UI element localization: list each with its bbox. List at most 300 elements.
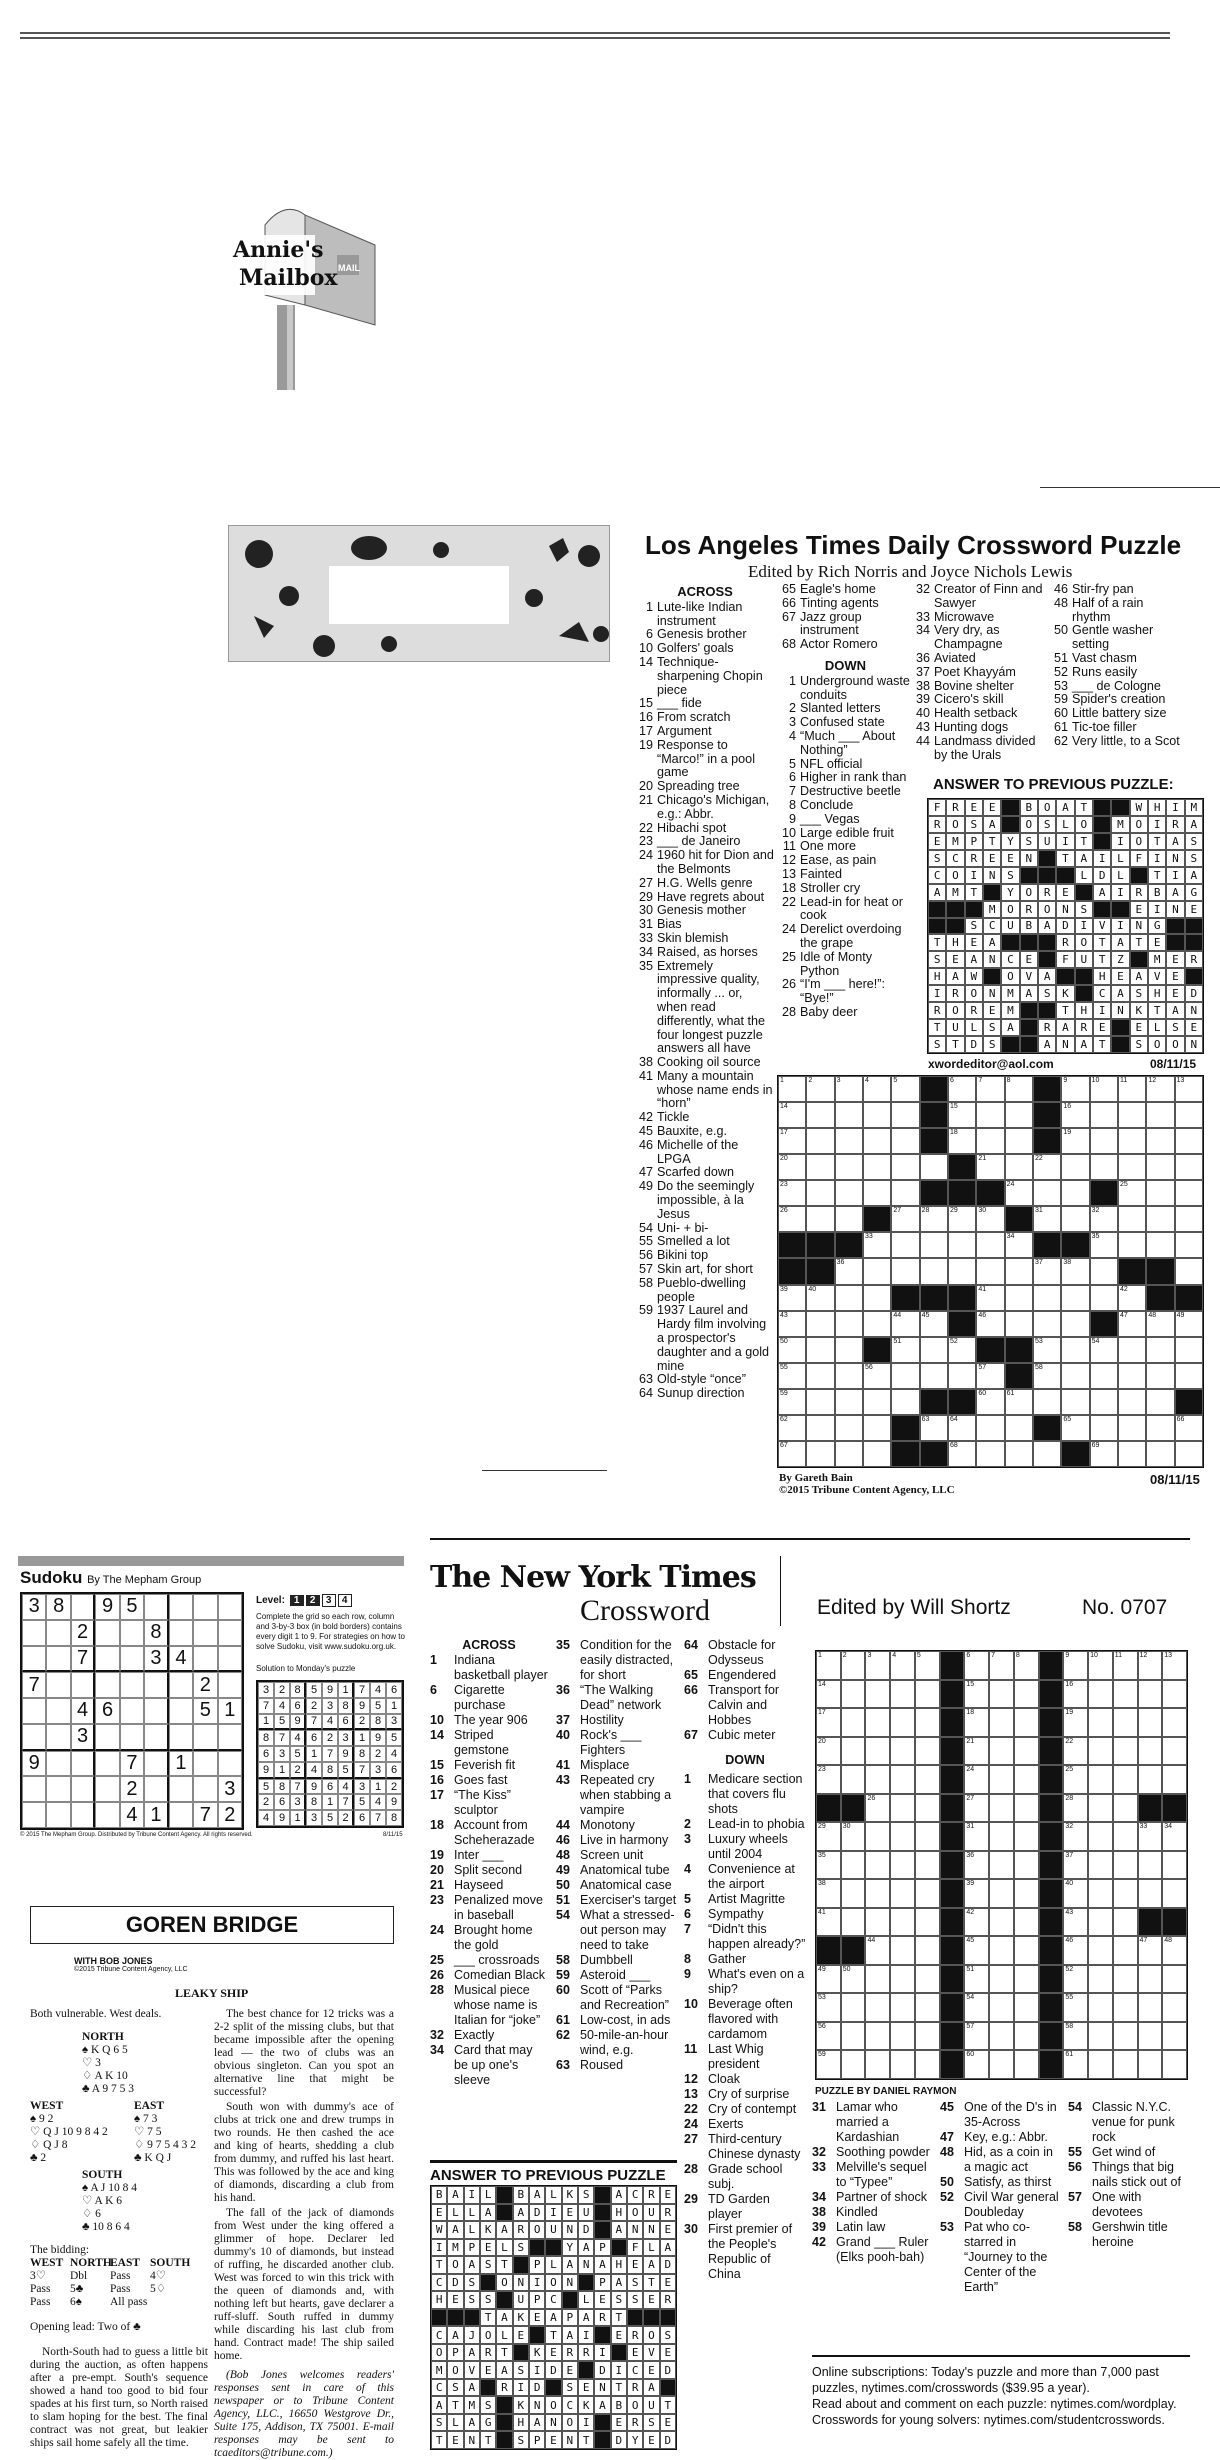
grid-cell[interactable] bbox=[806, 1311, 834, 1337]
grid-cell[interactable] bbox=[964, 1822, 989, 1851]
sudoku-cell[interactable] bbox=[95, 1620, 119, 1646]
sudoku-cell[interactable]: 9 bbox=[22, 1751, 46, 1777]
grid-cell[interactable] bbox=[890, 2022, 915, 2051]
grid-cell[interactable] bbox=[1146, 1415, 1174, 1441]
grid-cell[interactable] bbox=[1061, 1415, 1089, 1441]
grid-cell[interactable] bbox=[863, 1285, 891, 1311]
grid-cell[interactable] bbox=[1146, 1232, 1174, 1258]
sudoku-cell[interactable] bbox=[193, 1751, 217, 1777]
sudoku-cell[interactable]: 4 bbox=[120, 1802, 144, 1828]
grid-cell[interactable] bbox=[1113, 1965, 1138, 1994]
sudoku-cell[interactable]: 2 bbox=[218, 1802, 242, 1828]
grid-cell[interactable] bbox=[1138, 1851, 1163, 1880]
sudoku-cell[interactable]: 7 bbox=[193, 1802, 217, 1828]
sudoku-cell[interactable] bbox=[193, 1646, 217, 1673]
grid-cell[interactable] bbox=[1113, 2050, 1138, 2079]
grid-cell[interactable] bbox=[891, 1337, 919, 1363]
grid-cell[interactable] bbox=[1063, 1822, 1088, 1851]
grid-cell[interactable] bbox=[1063, 1651, 1088, 1680]
grid-cell[interactable] bbox=[1033, 1311, 1061, 1337]
grid-cell[interactable] bbox=[976, 1285, 1004, 1311]
grid-cell[interactable] bbox=[1138, 1737, 1163, 1766]
grid-cell[interactable] bbox=[1162, 1651, 1187, 1680]
sudoku-cell[interactable] bbox=[22, 1620, 46, 1646]
sudoku-cell[interactable] bbox=[120, 1620, 144, 1646]
grid-cell[interactable] bbox=[1138, 1651, 1163, 1680]
grid-cell[interactable] bbox=[915, 1737, 940, 1766]
grid-cell[interactable] bbox=[1118, 1363, 1146, 1389]
sudoku-cell[interactable] bbox=[95, 1672, 119, 1698]
grid-cell[interactable] bbox=[1088, 1965, 1113, 1994]
grid-cell[interactable] bbox=[1014, 1936, 1039, 1965]
grid-cell[interactable] bbox=[1113, 1851, 1138, 1880]
grid-cell[interactable] bbox=[891, 1180, 919, 1206]
grid-cell[interactable] bbox=[835, 1363, 863, 1389]
grid-cell[interactable] bbox=[989, 1794, 1014, 1823]
sudoku-cell[interactable] bbox=[193, 1594, 217, 1620]
grid-cell[interactable] bbox=[1118, 1285, 1146, 1311]
grid-cell[interactable] bbox=[890, 1822, 915, 1851]
grid-cell[interactable] bbox=[835, 1206, 863, 1232]
grid-cell[interactable] bbox=[1118, 1415, 1146, 1441]
sudoku-cell[interactable] bbox=[22, 1646, 46, 1673]
grid-cell[interactable] bbox=[1090, 1128, 1118, 1154]
sudoku-cell[interactable] bbox=[71, 1751, 95, 1777]
grid-cell[interactable] bbox=[1146, 1128, 1174, 1154]
grid-cell[interactable] bbox=[976, 1206, 1004, 1232]
grid-cell[interactable] bbox=[1005, 1154, 1033, 1180]
sudoku-cell[interactable] bbox=[46, 1672, 70, 1698]
grid-cell[interactable] bbox=[976, 1311, 1004, 1337]
grid-cell[interactable] bbox=[890, 1993, 915, 2022]
grid-cell[interactable] bbox=[964, 1737, 989, 1766]
sudoku-cell[interactable]: 7 bbox=[71, 1646, 95, 1673]
grid-cell[interactable] bbox=[1146, 1154, 1174, 1180]
sudoku-cell[interactable] bbox=[169, 1672, 193, 1698]
grid-cell[interactable] bbox=[1118, 1232, 1146, 1258]
grid-cell[interactable] bbox=[863, 1232, 891, 1258]
grid-cell[interactable] bbox=[1138, 1936, 1163, 1965]
grid-cell[interactable] bbox=[1118, 1337, 1146, 1363]
sudoku-cell[interactable] bbox=[144, 1751, 168, 1777]
sudoku-cell[interactable]: 7 bbox=[120, 1751, 144, 1777]
grid-cell[interactable] bbox=[1014, 1993, 1039, 2022]
grid-cell[interactable] bbox=[976, 1441, 1004, 1467]
sudoku-cell[interactable] bbox=[218, 1646, 242, 1673]
grid-cell[interactable] bbox=[1033, 1363, 1061, 1389]
grid-cell[interactable] bbox=[1138, 1708, 1163, 1737]
grid-cell[interactable] bbox=[1088, 1908, 1113, 1937]
grid-cell[interactable] bbox=[1061, 1389, 1089, 1415]
sudoku-cell[interactable]: 8 bbox=[46, 1594, 70, 1620]
grid-cell[interactable] bbox=[890, 1879, 915, 1908]
grid-cell[interactable] bbox=[841, 2022, 866, 2051]
grid-cell[interactable] bbox=[835, 1076, 863, 1102]
grid-cell[interactable] bbox=[964, 1965, 989, 1994]
grid-cell[interactable] bbox=[891, 1363, 919, 1389]
grid-cell[interactable] bbox=[1162, 1851, 1187, 1880]
grid-cell[interactable] bbox=[989, 1879, 1014, 1908]
grid-cell[interactable] bbox=[1138, 1680, 1163, 1709]
sudoku-cell[interactable]: 2 bbox=[120, 1776, 144, 1802]
grid-cell[interactable] bbox=[1063, 1765, 1088, 1794]
grid-cell[interactable] bbox=[1162, 2050, 1187, 2079]
grid-cell[interactable] bbox=[1162, 1737, 1187, 1766]
grid-cell[interactable] bbox=[1088, 1794, 1113, 1823]
grid-cell[interactable] bbox=[1033, 1154, 1061, 1180]
sudoku-cell[interactable]: 2 bbox=[193, 1672, 217, 1698]
grid-cell[interactable] bbox=[976, 1102, 1004, 1128]
grid-cell[interactable] bbox=[865, 1680, 890, 1709]
sudoku-cell[interactable] bbox=[144, 1776, 168, 1802]
grid-cell[interactable] bbox=[863, 1389, 891, 1415]
grid-cell[interactable] bbox=[863, 1102, 891, 1128]
grid-cell[interactable] bbox=[835, 1311, 863, 1337]
grid-cell[interactable] bbox=[1005, 1128, 1033, 1154]
grid-cell[interactable] bbox=[1061, 1206, 1089, 1232]
grid-cell[interactable] bbox=[863, 1128, 891, 1154]
grid-cell[interactable] bbox=[1113, 1765, 1138, 1794]
grid-cell[interactable] bbox=[806, 1128, 834, 1154]
grid-cell[interactable] bbox=[976, 1258, 1004, 1284]
grid-cell[interactable] bbox=[1113, 1651, 1138, 1680]
sudoku-cell[interactable]: 3 bbox=[71, 1724, 95, 1751]
grid-cell[interactable] bbox=[806, 1337, 834, 1363]
grid-cell[interactable] bbox=[1162, 1765, 1187, 1794]
sudoku-cell[interactable] bbox=[95, 1724, 119, 1751]
grid-cell[interactable] bbox=[778, 1441, 806, 1467]
grid-cell[interactable] bbox=[1162, 1936, 1187, 1965]
grid-cell[interactable] bbox=[863, 1258, 891, 1284]
grid-cell[interactable] bbox=[1088, 1765, 1113, 1794]
sudoku-cell[interactable] bbox=[144, 1672, 168, 1698]
grid-cell[interactable] bbox=[891, 1206, 919, 1232]
grid-cell[interactable] bbox=[841, 1879, 866, 1908]
sudoku-cell[interactable]: 7 bbox=[22, 1672, 46, 1698]
sudoku-cell[interactable] bbox=[120, 1724, 144, 1751]
grid-cell[interactable] bbox=[1061, 1337, 1089, 1363]
grid-cell[interactable] bbox=[890, 1851, 915, 1880]
grid-cell[interactable] bbox=[989, 1765, 1014, 1794]
grid-cell[interactable] bbox=[816, 1965, 841, 1994]
grid-cell[interactable] bbox=[1014, 1822, 1039, 1851]
grid-cell[interactable] bbox=[816, 1993, 841, 2022]
grid-cell[interactable] bbox=[890, 2050, 915, 2079]
grid-cell[interactable] bbox=[835, 1441, 863, 1467]
grid-cell[interactable] bbox=[1005, 1285, 1033, 1311]
grid-cell[interactable] bbox=[865, 1708, 890, 1737]
sudoku-cell[interactable] bbox=[218, 1594, 242, 1620]
grid-cell[interactable] bbox=[1146, 1076, 1174, 1102]
nyt-puzzle-grid[interactable] bbox=[815, 1650, 1188, 2080]
grid-cell[interactable] bbox=[964, 2050, 989, 2079]
grid-cell[interactable] bbox=[1088, 1737, 1113, 1766]
sudoku-cell[interactable] bbox=[71, 1672, 95, 1698]
sudoku-cell[interactable] bbox=[22, 1724, 46, 1751]
grid-cell[interactable] bbox=[863, 1154, 891, 1180]
grid-cell[interactable] bbox=[841, 1708, 866, 1737]
grid-cell[interactable] bbox=[1175, 1232, 1203, 1258]
grid-cell[interactable] bbox=[1113, 1993, 1138, 2022]
grid-cell[interactable] bbox=[1090, 1363, 1118, 1389]
grid-cell[interactable] bbox=[1175, 1102, 1203, 1128]
grid-cell[interactable] bbox=[778, 1337, 806, 1363]
grid-cell[interactable] bbox=[841, 1651, 866, 1680]
grid-cell[interactable] bbox=[1113, 1794, 1138, 1823]
grid-cell[interactable] bbox=[1033, 1441, 1061, 1467]
grid-cell[interactable] bbox=[1061, 1076, 1089, 1102]
grid-cell[interactable] bbox=[964, 1879, 989, 1908]
grid-cell[interactable] bbox=[806, 1180, 834, 1206]
grid-cell[interactable] bbox=[1061, 1258, 1089, 1284]
sudoku-cell[interactable] bbox=[22, 1776, 46, 1802]
grid-cell[interactable] bbox=[1033, 1258, 1061, 1284]
grid-cell[interactable] bbox=[1090, 1154, 1118, 1180]
grid-cell[interactable] bbox=[806, 1441, 834, 1467]
sudoku-cell[interactable]: 9 bbox=[95, 1594, 119, 1620]
grid-cell[interactable] bbox=[964, 1651, 989, 1680]
grid-cell[interactable] bbox=[835, 1415, 863, 1441]
grid-cell[interactable] bbox=[1090, 1415, 1118, 1441]
grid-cell[interactable] bbox=[915, 2050, 940, 2079]
grid-cell[interactable] bbox=[1005, 1311, 1033, 1337]
grid-cell[interactable] bbox=[835, 1128, 863, 1154]
grid-cell[interactable] bbox=[1005, 1076, 1033, 1102]
sudoku-cell[interactable] bbox=[46, 1698, 70, 1724]
grid-cell[interactable] bbox=[778, 1128, 806, 1154]
grid-cell[interactable] bbox=[948, 1337, 976, 1363]
grid-cell[interactable] bbox=[1014, 1651, 1039, 1680]
grid-cell[interactable] bbox=[1063, 1737, 1088, 1766]
sudoku-cell[interactable] bbox=[193, 1724, 217, 1751]
grid-cell[interactable] bbox=[806, 1415, 834, 1441]
sudoku-cell[interactable] bbox=[169, 1724, 193, 1751]
grid-cell[interactable] bbox=[989, 1908, 1014, 1937]
grid-cell[interactable] bbox=[1162, 1708, 1187, 1737]
grid-cell[interactable] bbox=[1146, 1102, 1174, 1128]
grid-cell[interactable] bbox=[920, 1258, 948, 1284]
grid-cell[interactable] bbox=[1005, 1258, 1033, 1284]
grid-cell[interactable] bbox=[835, 1285, 863, 1311]
grid-cell[interactable] bbox=[964, 1794, 989, 1823]
grid-cell[interactable] bbox=[816, 1680, 841, 1709]
grid-cell[interactable] bbox=[863, 1441, 891, 1467]
grid-cell[interactable] bbox=[1033, 1206, 1061, 1232]
grid-cell[interactable] bbox=[915, 1794, 940, 1823]
sudoku-cell[interactable] bbox=[169, 1698, 193, 1724]
grid-cell[interactable] bbox=[920, 1337, 948, 1363]
grid-cell[interactable] bbox=[1063, 1879, 1088, 1908]
grid-cell[interactable] bbox=[915, 1993, 940, 2022]
grid-cell[interactable] bbox=[1118, 1389, 1146, 1415]
grid-cell[interactable] bbox=[1175, 1154, 1203, 1180]
grid-cell[interactable] bbox=[816, 1708, 841, 1737]
grid-cell[interactable] bbox=[863, 1311, 891, 1337]
grid-cell[interactable] bbox=[1005, 1232, 1033, 1258]
grid-cell[interactable] bbox=[1014, 1965, 1039, 1994]
grid-cell[interactable] bbox=[1090, 1076, 1118, 1102]
grid-cell[interactable] bbox=[1146, 1311, 1174, 1337]
grid-cell[interactable] bbox=[1162, 1822, 1187, 1851]
grid-cell[interactable] bbox=[915, 1680, 940, 1709]
grid-cell[interactable] bbox=[1005, 1441, 1033, 1467]
grid-cell[interactable] bbox=[915, 1851, 940, 1880]
grid-cell[interactable] bbox=[964, 1680, 989, 1709]
grid-cell[interactable] bbox=[865, 1651, 890, 1680]
grid-cell[interactable] bbox=[865, 1851, 890, 1880]
grid-cell[interactable] bbox=[890, 1708, 915, 1737]
grid-cell[interactable] bbox=[1005, 1102, 1033, 1128]
sudoku-cell[interactable] bbox=[218, 1724, 242, 1751]
grid-cell[interactable] bbox=[890, 1908, 915, 1937]
sudoku-cell[interactable] bbox=[22, 1698, 46, 1724]
grid-cell[interactable] bbox=[920, 1154, 948, 1180]
grid-cell[interactable] bbox=[1061, 1128, 1089, 1154]
grid-cell[interactable] bbox=[890, 1765, 915, 1794]
grid-cell[interactable] bbox=[865, 2050, 890, 2079]
sudoku-cell[interactable]: 3 bbox=[144, 1646, 168, 1673]
sudoku-cell[interactable]: 3 bbox=[218, 1776, 242, 1802]
grid-cell[interactable] bbox=[891, 1232, 919, 1258]
grid-cell[interactable] bbox=[1138, 1822, 1163, 1851]
grid-cell[interactable] bbox=[816, 1737, 841, 1766]
grid-cell[interactable] bbox=[816, 1765, 841, 1794]
grid-cell[interactable] bbox=[964, 1708, 989, 1737]
grid-cell[interactable] bbox=[863, 1180, 891, 1206]
grid-cell[interactable] bbox=[964, 1851, 989, 1880]
grid-cell[interactable] bbox=[865, 1737, 890, 1766]
grid-cell[interactable] bbox=[1033, 1389, 1061, 1415]
grid-cell[interactable] bbox=[1005, 1389, 1033, 1415]
grid-cell[interactable] bbox=[964, 2022, 989, 2051]
sudoku-cell[interactable]: 3 bbox=[22, 1594, 46, 1620]
sudoku-cell[interactable] bbox=[95, 1751, 119, 1777]
grid-cell[interactable] bbox=[948, 1415, 976, 1441]
grid-cell[interactable] bbox=[1063, 1794, 1088, 1823]
grid-cell[interactable] bbox=[1088, 2050, 1113, 2079]
grid-cell[interactable] bbox=[1088, 1680, 1113, 1709]
grid-cell[interactable] bbox=[778, 1102, 806, 1128]
grid-cell[interactable] bbox=[1063, 1708, 1088, 1737]
grid-cell[interactable] bbox=[1113, 1680, 1138, 1709]
grid-cell[interactable] bbox=[948, 1102, 976, 1128]
grid-cell[interactable] bbox=[865, 1765, 890, 1794]
grid-cell[interactable] bbox=[816, 1651, 841, 1680]
sudoku-cell[interactable] bbox=[46, 1646, 70, 1673]
grid-cell[interactable] bbox=[989, 1822, 1014, 1851]
grid-cell[interactable] bbox=[863, 1076, 891, 1102]
grid-cell[interactable] bbox=[778, 1180, 806, 1206]
grid-cell[interactable] bbox=[806, 1102, 834, 1128]
grid-cell[interactable] bbox=[778, 1363, 806, 1389]
grid-cell[interactable] bbox=[1061, 1154, 1089, 1180]
grid-cell[interactable] bbox=[835, 1102, 863, 1128]
grid-cell[interactable] bbox=[989, 1737, 1014, 1766]
grid-cell[interactable] bbox=[915, 1936, 940, 1965]
grid-cell[interactable] bbox=[1146, 1363, 1174, 1389]
grid-cell[interactable] bbox=[948, 1206, 976, 1232]
grid-cell[interactable] bbox=[1146, 1389, 1174, 1415]
grid-cell[interactable] bbox=[1088, 1651, 1113, 1680]
grid-cell[interactable] bbox=[1175, 1180, 1203, 1206]
grid-cell[interactable] bbox=[890, 1794, 915, 1823]
sudoku-cell[interactable] bbox=[169, 1620, 193, 1646]
grid-cell[interactable] bbox=[1113, 1737, 1138, 1766]
sudoku-cell[interactable] bbox=[193, 1776, 217, 1802]
grid-cell[interactable] bbox=[1118, 1441, 1146, 1467]
grid-cell[interactable] bbox=[976, 1232, 1004, 1258]
sudoku-cell[interactable]: 4 bbox=[71, 1698, 95, 1724]
grid-cell[interactable] bbox=[778, 1076, 806, 1102]
grid-cell[interactable] bbox=[1063, 1680, 1088, 1709]
grid-cell[interactable] bbox=[1005, 1415, 1033, 1441]
sudoku-cell[interactable] bbox=[120, 1672, 144, 1698]
grid-cell[interactable] bbox=[890, 1651, 915, 1680]
grid-cell[interactable] bbox=[1118, 1180, 1146, 1206]
sudoku-cell[interactable]: 1 bbox=[144, 1802, 168, 1828]
grid-cell[interactable] bbox=[976, 1415, 1004, 1441]
grid-cell[interactable] bbox=[1088, 1879, 1113, 1908]
grid-cell[interactable] bbox=[964, 1765, 989, 1794]
grid-cell[interactable] bbox=[1118, 1311, 1146, 1337]
sudoku-grid[interactable] bbox=[20, 1592, 244, 1830]
grid-cell[interactable] bbox=[806, 1154, 834, 1180]
sudoku-cell[interactable]: 2 bbox=[71, 1620, 95, 1646]
grid-cell[interactable] bbox=[890, 1965, 915, 1994]
grid-cell[interactable] bbox=[865, 1993, 890, 2022]
grid-cell[interactable] bbox=[920, 1311, 948, 1337]
grid-cell[interactable] bbox=[816, 2050, 841, 2079]
grid-cell[interactable] bbox=[865, 1936, 890, 1965]
grid-cell[interactable] bbox=[835, 1154, 863, 1180]
grid-cell[interactable] bbox=[989, 2050, 1014, 2079]
grid-cell[interactable] bbox=[976, 1128, 1004, 1154]
grid-cell[interactable] bbox=[1162, 1993, 1187, 2022]
grid-cell[interactable] bbox=[976, 1076, 1004, 1102]
sudoku-cell[interactable]: 5 bbox=[120, 1594, 144, 1620]
sudoku-cell[interactable]: 6 bbox=[95, 1698, 119, 1724]
grid-cell[interactable] bbox=[806, 1389, 834, 1415]
sudoku-cell[interactable] bbox=[95, 1802, 119, 1828]
grid-cell[interactable] bbox=[841, 2050, 866, 2079]
grid-cell[interactable] bbox=[863, 1363, 891, 1389]
grid-cell[interactable] bbox=[989, 1965, 1014, 1994]
grid-cell[interactable] bbox=[816, 1822, 841, 1851]
grid-cell[interactable] bbox=[778, 1206, 806, 1232]
grid-cell[interactable] bbox=[1063, 2050, 1088, 2079]
grid-cell[interactable] bbox=[1175, 1415, 1203, 1441]
grid-cell[interactable] bbox=[806, 1076, 834, 1102]
sudoku-cell[interactable]: 1 bbox=[218, 1698, 242, 1724]
sudoku-cell[interactable] bbox=[71, 1776, 95, 1802]
sudoku-cell[interactable] bbox=[46, 1751, 70, 1777]
grid-cell[interactable] bbox=[1175, 1363, 1203, 1389]
sudoku-cell[interactable] bbox=[144, 1724, 168, 1751]
sudoku-cell[interactable] bbox=[120, 1698, 144, 1724]
sudoku-cell[interactable] bbox=[46, 1724, 70, 1751]
grid-cell[interactable] bbox=[1146, 1206, 1174, 1232]
sudoku-cell[interactable] bbox=[218, 1620, 242, 1646]
grid-cell[interactable] bbox=[1061, 1102, 1089, 1128]
grid-cell[interactable] bbox=[806, 1285, 834, 1311]
grid-cell[interactable] bbox=[816, 1908, 841, 1937]
grid-cell[interactable] bbox=[1118, 1128, 1146, 1154]
grid-cell[interactable] bbox=[915, 1822, 940, 1851]
grid-cell[interactable] bbox=[890, 1936, 915, 1965]
grid-cell[interactable] bbox=[835, 1389, 863, 1415]
grid-cell[interactable] bbox=[816, 1879, 841, 1908]
grid-cell[interactable] bbox=[891, 1102, 919, 1128]
